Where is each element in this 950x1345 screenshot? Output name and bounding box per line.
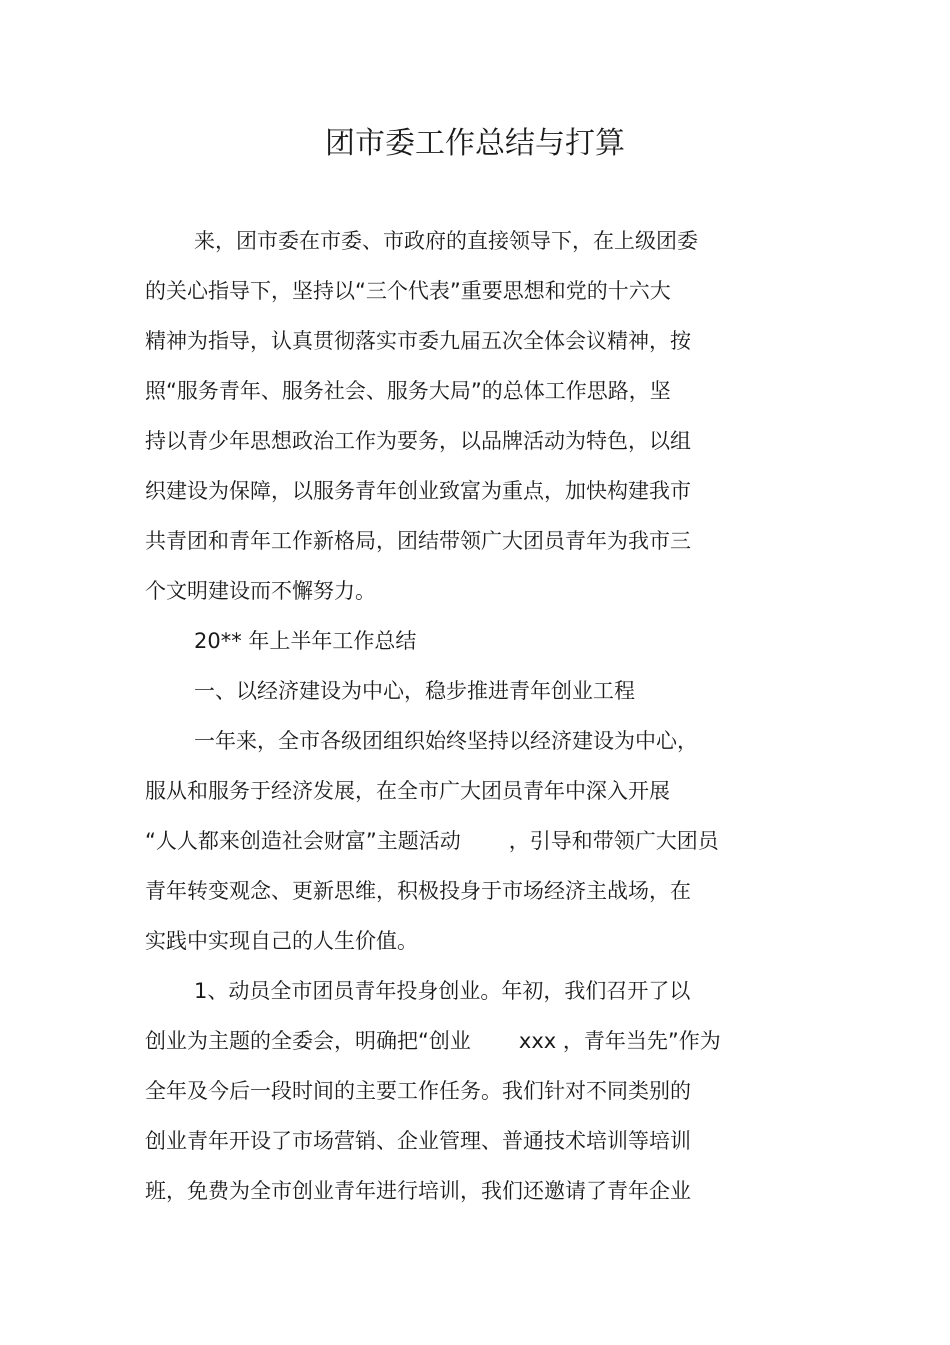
paragraph-line — [145, 816, 805, 866]
paragraph-line: 服从和服务于经济发展，在全市广大团员青年中深入开展 — [145, 779, 670, 803]
paragraph-line: 照“服务青年、服务社会、服务大局”的总体工作思路，坚 — [145, 379, 671, 403]
paragraph-line: 共青团和青年工作新格局，团结带领广大团员青年为我市三 — [145, 529, 691, 553]
paragraph-line-part: ，引导和带领广大团员 — [508, 829, 719, 853]
paragraph-line: 青年转变观念、更新思维，积极投身于市场经济主战场，在 — [145, 879, 691, 903]
document-title: 团市委工作总结与打算 — [325, 126, 625, 161]
paragraph-line: 精神为指导，认真贯彻落实市委九届五次全体会议精神，按 — [145, 329, 691, 353]
paragraph-line: 来，团市委在市委、市政府的直接领导下，在上级团委 — [194, 229, 698, 253]
section-heading: 一、以经济建设为中心，稳步推进青年创业工程 — [194, 679, 635, 703]
paragraph-line: 实践中实现自己的人生价值。 — [145, 929, 418, 953]
paragraph-line: 全年及今后一段时间的主要工作任务。我们针对不同类别的 — [145, 1079, 691, 1103]
document-body — [145, 216, 805, 1216]
paragraph-line: 创业青年开设了市场营销、企业管理、普通技术培训等培训 — [145, 1129, 691, 1153]
paragraph-line-part: “人人都来创造社会财富”主题活动 — [145, 829, 461, 853]
paragraph-line: 的关心指导下，坚持以“三个代表”重要思想和党的十六大 — [145, 279, 671, 303]
paragraph-line — [145, 1016, 805, 1066]
paragraph-line: 织建设为保障，以服务青年创业致富为重点，加快构建我市 — [145, 479, 691, 503]
paragraph-line: 1、动员全市团员青年投身创业。年初，我们召开了以 — [194, 979, 691, 1003]
section-heading: 20** 年上半年工作总结 — [194, 629, 417, 653]
paragraph-line: 一年来，全市各级团组织始终坚持以经济建设为中心， — [194, 729, 698, 753]
paragraph-line-part: xxx ，青年当先”作为 — [518, 1029, 721, 1053]
paragraph-line: 班，免费为全市创业青年进行培训，我们还邀请了青年企业 — [145, 1179, 691, 1203]
paragraph-line: 持以青少年思想政治工作为要务，以品牌活动为特色，以组 — [145, 429, 691, 453]
paragraph-line: 个文明建设而不懈努力。 — [145, 579, 376, 603]
paragraph-line-part: 创业为主题的全委会，明确把“创业 — [145, 1029, 471, 1053]
